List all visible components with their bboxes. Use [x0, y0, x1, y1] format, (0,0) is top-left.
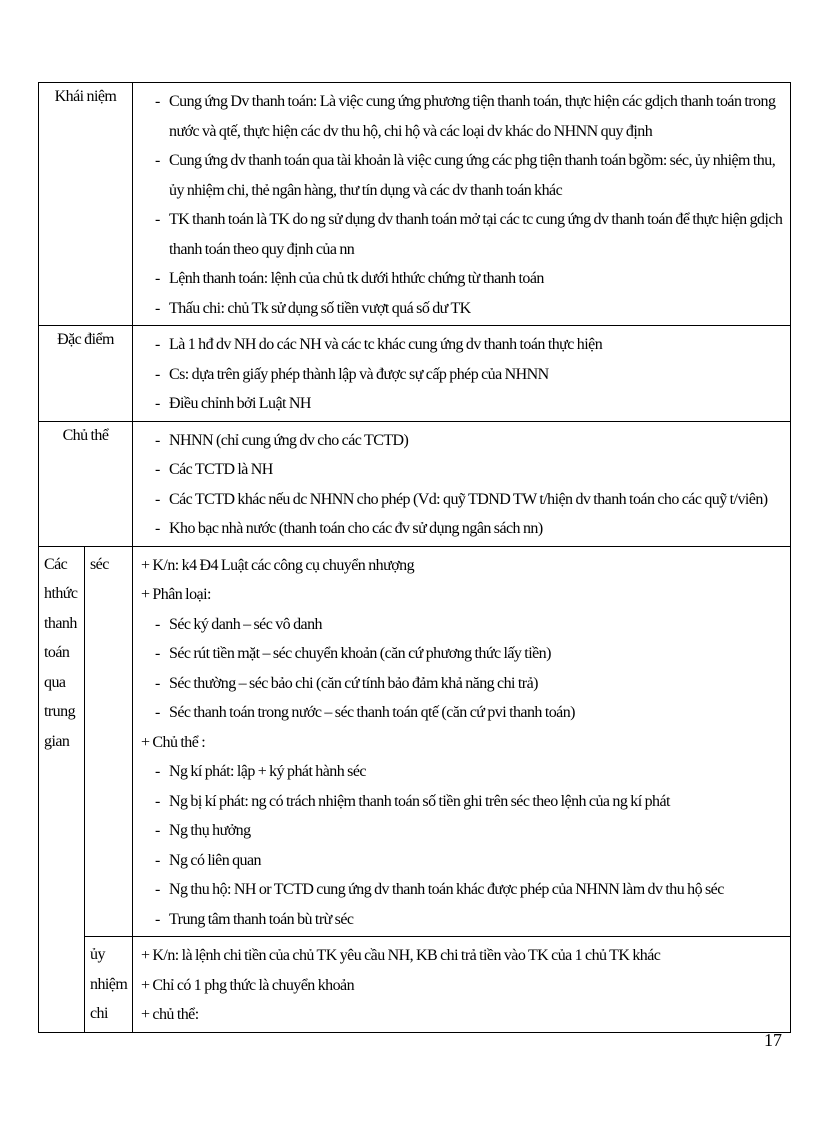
list-item — [141, 639, 784, 669]
dash-bullet: - — [155, 674, 160, 692]
list-item — [141, 846, 784, 876]
list-item — [141, 426, 784, 456]
list-item-text: Séc ký danh – séc vô danh — [169, 615, 322, 633]
label-line: ủy — [90, 946, 105, 963]
list-item — [141, 455, 784, 485]
list-item-text: Ng thu hộ: NH or TCTD cung ứng dv thanh toán khác được phép của NHNN làm dv thu hộ séc — [169, 881, 724, 898]
row-uy-nhiem-chi — [39, 937, 791, 1033]
label-line: nhiệm — [90, 975, 128, 993]
text-line: + chủ thể: — [141, 1006, 199, 1023]
row-content-khai-niem — [133, 83, 791, 326]
row-label-khai-niem: Khái niệm — [39, 83, 133, 326]
label-line: chi — [90, 1005, 108, 1022]
sec-subjects-list — [141, 757, 784, 934]
sec-classification-list — [141, 610, 784, 728]
dash-bullet: - — [155, 211, 160, 228]
dash-bullet: - — [155, 851, 160, 869]
row-dac-diem — [39, 326, 791, 422]
row-content-sec — [133, 546, 791, 937]
list-item-text: Cung ứng dv thanh toán qua tài khoản là việc cung ứng các phg tiện thanh toán bgồm: séc, ủy nhiệm thu, ủy nhiệm chi, thẻ ngân hàng, thư tín dụng và các dv thanh toán khác — [169, 152, 776, 199]
list-item-text: Thấu chi: chủ Tk sử dụng số tiền vượt quá số dư TK — [169, 299, 471, 317]
dash-bullet: - — [155, 615, 160, 633]
label-line: gian — [44, 732, 70, 750]
dash-bullet: - — [155, 763, 160, 780]
list-item — [141, 146, 784, 205]
list-item — [141, 205, 784, 264]
uy-nhiem-chi-lines — [141, 941, 784, 1030]
dash-bullet: - — [155, 270, 160, 287]
dash-bullet: - — [155, 431, 160, 449]
list-item-text: Là 1 hđ dv NH do các NH và các tc khác cung ứng dv thanh toán thực hiện — [169, 336, 603, 353]
list-item — [141, 264, 784, 294]
sub-label-uy-nhiem-chi — [85, 937, 133, 1033]
list-item-text: Séc rút tiền mặt – séc chuyển khoản (căn cứ phương thức lấy tiền) — [169, 645, 551, 662]
list-item — [141, 389, 784, 419]
dash-bullet: - — [155, 704, 160, 721]
sec-subjects-heading: + Chủ thể : — [141, 733, 206, 751]
subjects-list — [141, 426, 784, 544]
dash-bullet: - — [155, 152, 160, 169]
row-content-uy-nhiem-chi — [133, 937, 791, 1033]
characteristics-list — [141, 330, 784, 419]
text-line: + K/n: là lệnh chi tiền của chủ TK yêu cầu NH, KB chi trả tiền vào TK của 1 chủ TK khác — [141, 947, 661, 964]
row-label-chu-the: Chủ thể — [39, 421, 133, 546]
hinh-thuc-label-lines — [44, 550, 80, 757]
row-label-dac-diem: Đặc điểm — [39, 326, 133, 422]
dash-bullet: - — [155, 822, 160, 839]
dash-bullet: - — [155, 792, 160, 810]
page-number: 17 — [764, 1030, 782, 1050]
list-item — [141, 787, 784, 817]
dash-bullet: - — [155, 299, 160, 317]
content-table — [38, 82, 791, 1033]
label-line: qua — [44, 673, 66, 691]
dash-bullet: - — [155, 93, 160, 110]
dash-bullet: - — [155, 910, 160, 928]
list-item-text: Ng thụ hưởng — [169, 822, 251, 839]
list-item — [141, 669, 784, 699]
list-item — [141, 875, 784, 905]
list-item-text: Điều chỉnh bởi Luật NH — [169, 395, 311, 412]
list-item — [141, 485, 784, 515]
list-item — [141, 87, 784, 146]
row-label-hinh-thuc — [39, 546, 85, 1032]
list-item-text: Cung ứng Dv thanh toán: Là việc cung ứng phương tiện thanh toán, thực hiện các gdịch thanh toán trong nước và qtế, thực hiện các dv thu hộ, chi hộ và các loại dv khác do NHNN quy định — [169, 93, 776, 140]
list-item-text: Ng bị kí phát: ng có trách nhiệm thanh toán số tiền ghi trên séc theo lệnh của ng kí phát — [169, 792, 670, 810]
list-item — [141, 610, 784, 640]
list-item-text: TK thanh toán là TK do ng sử dụng dv thanh toán mở tại các tc cung ứng dv thanh toán để thực hiện gdịch thanh toán theo quy định của nn — [169, 211, 783, 258]
list-item — [141, 294, 784, 324]
sub-label-sec: séc — [85, 546, 133, 937]
label-line: Các — [44, 555, 68, 573]
list-item-text: Lệnh thanh toán: lệnh của chủ tk dưới hthức chứng từ thanh toán — [169, 270, 544, 287]
uy-nhiem-chi-label-lines — [90, 940, 128, 1029]
row-khai-niem — [39, 83, 791, 326]
dash-bullet: - — [155, 461, 160, 478]
row-chu-the — [39, 421, 791, 546]
row-sec — [39, 546, 791, 937]
dash-bullet: - — [155, 645, 160, 662]
dash-bullet: - — [155, 490, 160, 508]
list-item — [141, 757, 784, 787]
list-item-text: Các TCTD là NH — [169, 461, 273, 478]
label-line: thanh — [44, 614, 77, 632]
list-item — [141, 905, 784, 935]
dash-bullet: - — [155, 395, 160, 412]
row-content-dac-diem — [133, 326, 791, 422]
list-item-text: Trung tâm thanh toán bù trừ séc — [169, 910, 354, 928]
list-item-text: Các TCTD khác nếu dc NHNN cho phép (Vd: quỹ TDND TW t/hiện dv thanh toán cho các quỹ t/viên) — [169, 490, 768, 508]
label-line: trung — [44, 703, 76, 720]
sec-classification-heading: + Phân loại: — [141, 586, 211, 603]
list-item-text: NHNN (chỉ cung ứng dv cho các TCTD) — [169, 431, 409, 449]
list-item-text: Kho bạc nhà nước (thanh toán cho các đv sử dụng ngân sách nn) — [169, 520, 543, 537]
sec-definition: + K/n: k4 Đ4 Luật các công cụ chuyển nhượng — [141, 556, 415, 574]
row-content-chu-the — [133, 421, 791, 546]
list-item — [141, 360, 784, 390]
label-line: hthức — [44, 585, 78, 602]
dash-bullet: - — [155, 520, 160, 537]
document-page — [38, 82, 790, 1033]
list-item — [141, 514, 784, 544]
dash-bullet: - — [155, 881, 160, 898]
list-item-text: Ng kí phát: lập + ký phát hành séc — [169, 763, 366, 780]
text-line: + Chỉ có 1 phg thức là chuyển khoản — [141, 976, 355, 994]
list-item-text: Séc thường – séc bảo chi (căn cứ tính bảo đảm khả năng chi trả) — [169, 674, 538, 692]
list-item — [141, 330, 784, 360]
list-item — [141, 698, 784, 728]
definition-list — [141, 87, 784, 323]
list-item-text: Séc thanh toán trong nước – séc thanh toán qtế (căn cứ pvi thanh toán) — [169, 704, 575, 721]
dash-bullet: - — [155, 336, 160, 353]
label-line: toán — [44, 644, 70, 661]
list-item-text: Cs: dựa trên giấy phép thành lập và được sự cấp phép của NHNN — [169, 365, 549, 383]
list-item — [141, 816, 784, 846]
dash-bullet: - — [155, 365, 160, 383]
list-item-text: Ng có liên quan — [169, 851, 262, 869]
